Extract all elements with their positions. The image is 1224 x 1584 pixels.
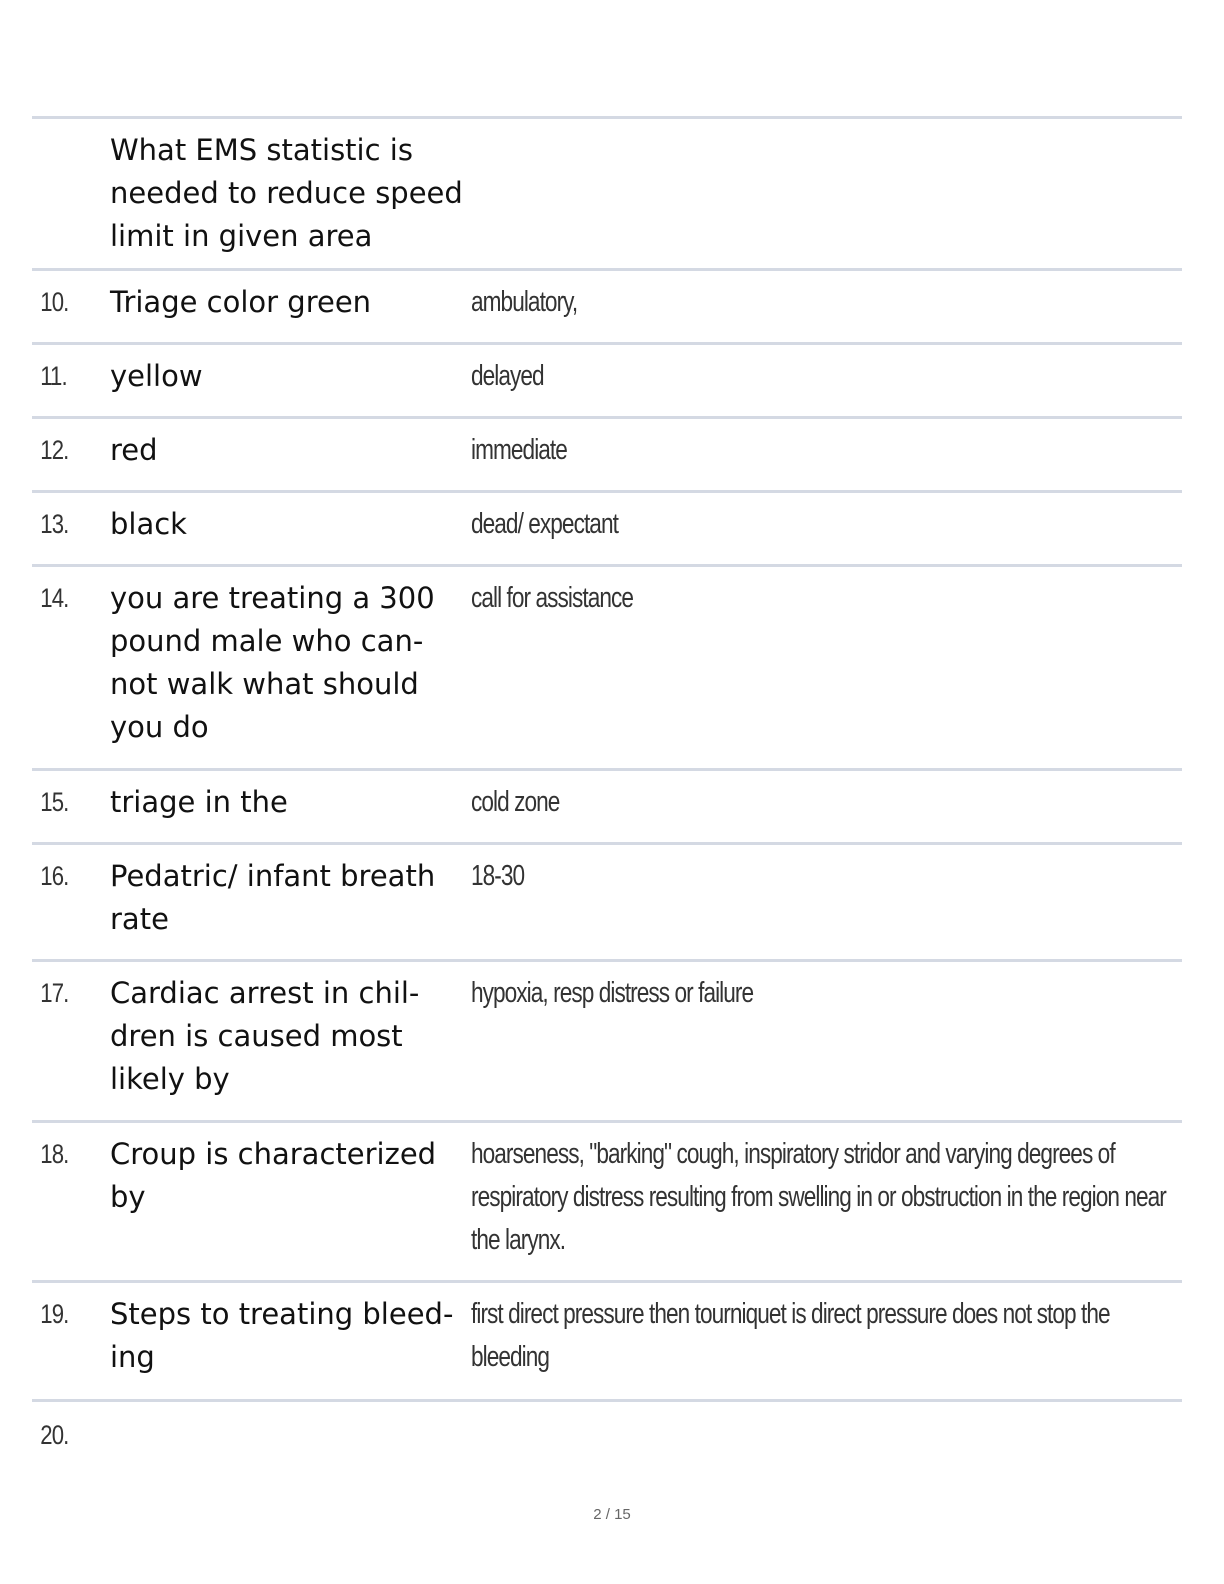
card-row (32, 116, 1182, 268)
card-number: 20. (40, 1420, 69, 1450)
card-term: Croup is characterized by (110, 1137, 437, 1214)
card-term: Triage color green (110, 285, 372, 319)
card-number: 18. (40, 1139, 69, 1169)
card-definition: dead/ expectant (471, 508, 618, 540)
card-row (32, 268, 1182, 342)
card-row (32, 342, 1182, 416)
card-number: 15. (40, 787, 69, 817)
card-row (32, 768, 1182, 842)
card-number: 19. (40, 1299, 69, 1329)
card-definition: hoarseness, "barking" cough, inspiratory stridor and varying degrees of respiratory distress resulting from swelling in or obstruction in the region near the larynx. (471, 1138, 1166, 1256)
card-term: red (110, 433, 158, 467)
card-term: Cardiac arrest in chil-dren is caused most likely by (110, 976, 420, 1096)
page-number: 2 / 15 (593, 1506, 631, 1523)
card-row (32, 842, 1182, 959)
flashcard-list (32, 116, 1182, 1469)
card-definition: immediate (471, 434, 567, 466)
card-definition: cold zone (471, 786, 560, 818)
card-row (32, 416, 1182, 490)
card-term: yellow (110, 359, 203, 393)
card-definition: hypoxia, resp distress or failure (471, 977, 754, 1009)
card-term: Steps to treating bleed-ing (110, 1297, 454, 1374)
card-term: black (110, 507, 187, 541)
card-number: 13. (40, 509, 69, 539)
card-definition: first direct pressure then tourniquet is direct pressure does not stop the bleeding (471, 1298, 1110, 1373)
card-number: 11. (40, 361, 67, 391)
card-row (32, 959, 1182, 1120)
card-number: 14. (40, 583, 69, 613)
card-definition: ambulatory, (471, 286, 578, 318)
card-row (32, 1399, 1182, 1469)
card-definition: call for assistance (471, 582, 633, 614)
card-term: triage in the (110, 785, 288, 819)
card-row (32, 1120, 1182, 1280)
card-definition: delayed (471, 360, 544, 392)
card-term: Pedatric/ infant breath rate (110, 859, 436, 936)
card-term: What EMS statistic is needed to reduce speed limit in given area (110, 133, 463, 253)
card-row (32, 490, 1182, 564)
card-number: 17. (40, 978, 69, 1008)
card-number: 12. (40, 435, 69, 465)
card-term: you are treating a 300 pound male who can-not walk what should you do (110, 581, 435, 744)
card-number: 10. (40, 287, 69, 317)
card-row (32, 564, 1182, 768)
card-definition: 18-30 (471, 860, 525, 892)
card-number: 16. (40, 861, 69, 891)
card-row (32, 1280, 1182, 1399)
